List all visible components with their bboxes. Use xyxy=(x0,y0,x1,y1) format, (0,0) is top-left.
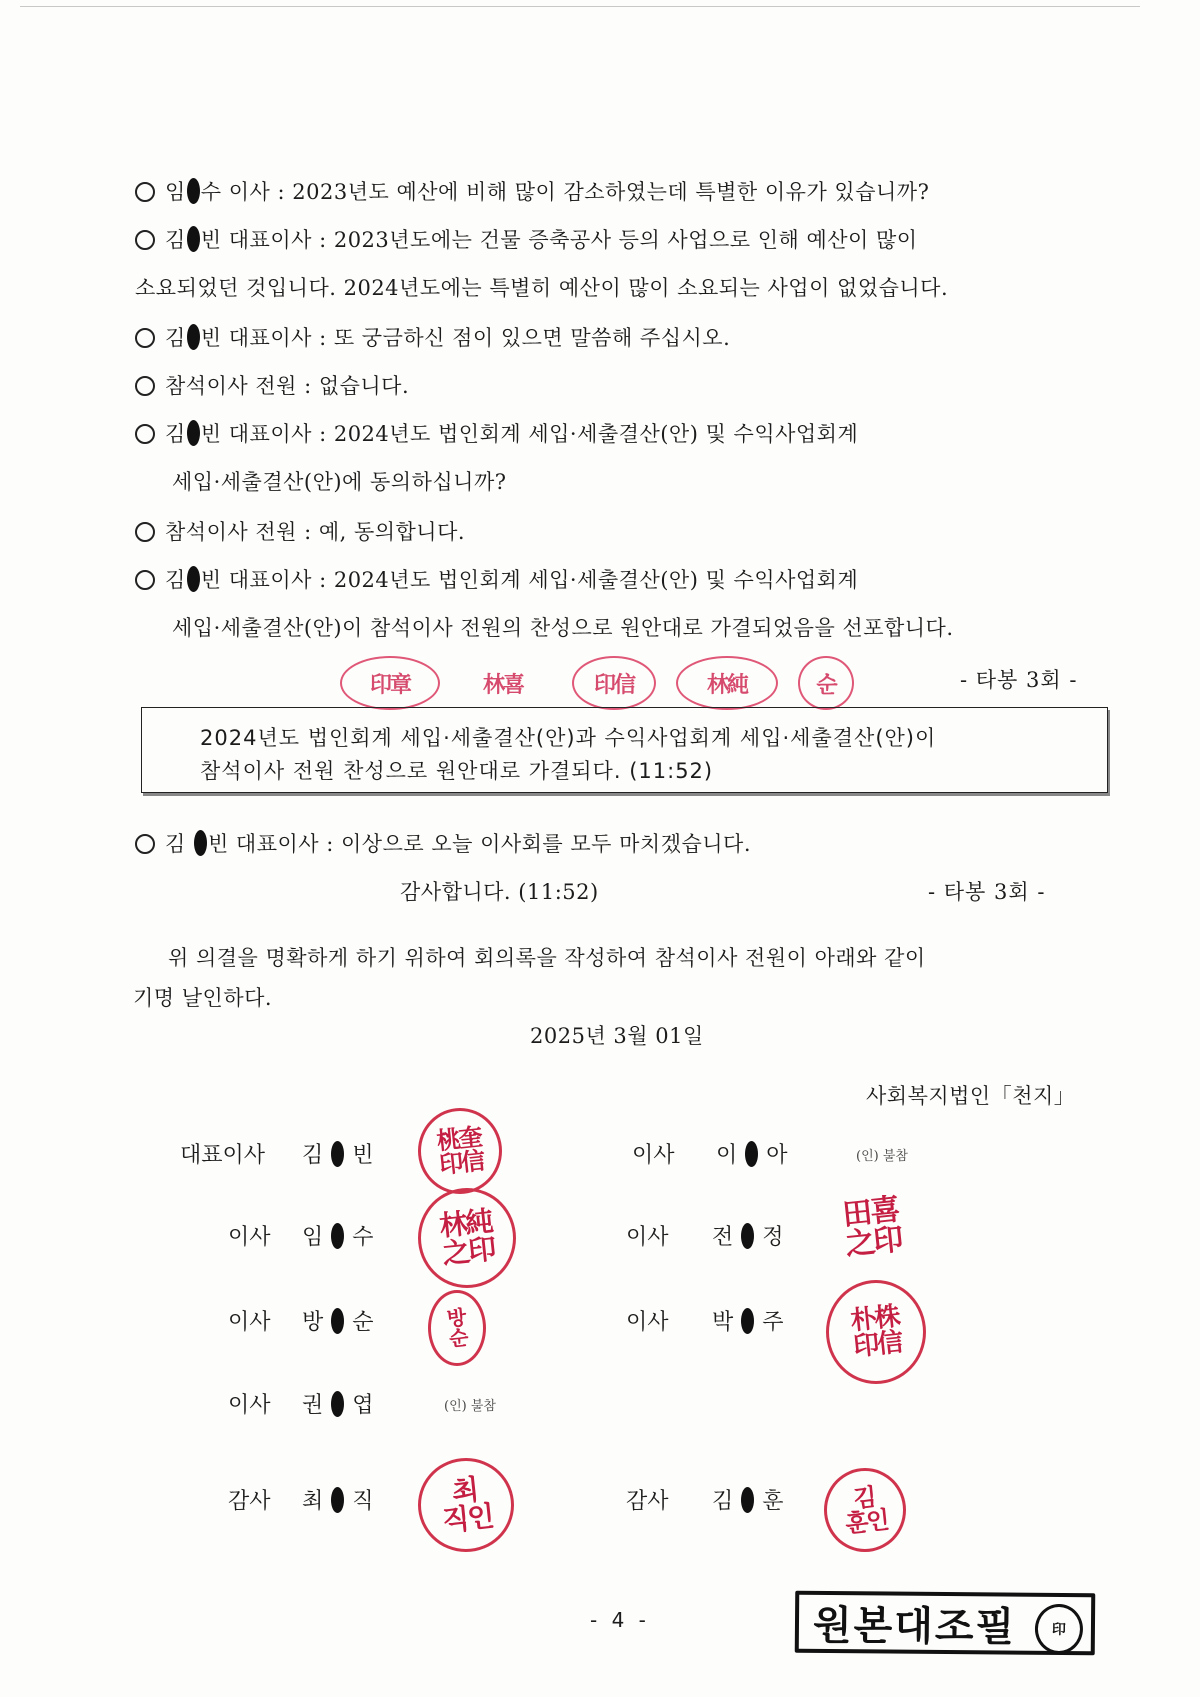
circle-bullet-icon xyxy=(135,522,155,542)
personal-seal: 林純 之印 xyxy=(418,1188,516,1288)
personal-seal: 최 직인 xyxy=(418,1458,514,1552)
signatory-name: 최 직 xyxy=(302,1489,374,1514)
signatory-role: 대표이사 xyxy=(180,1143,266,1168)
signatory-role: 이사 xyxy=(626,1225,669,1250)
minutes-line-2-cont: 소요되었던 것입니다. 2024년도에는 특별히 예산이 많이 소요되는 사업이 없었습니다. xyxy=(135,276,949,300)
signatory-role: 이사 xyxy=(228,1310,271,1335)
circle-bullet-icon xyxy=(135,424,155,444)
signatory-name: 박 주 xyxy=(712,1310,784,1335)
redaction-mark xyxy=(187,566,200,592)
closing-line-2: 기명 날인하다. xyxy=(133,986,273,1010)
absent-note: (인) 불참 xyxy=(856,1149,908,1164)
director-seals-row xyxy=(340,656,860,714)
redaction-mark xyxy=(331,1223,344,1249)
closing-line-1: 위 의결을 명확하게 하기 위하여 회의록을 작성하여 참석이사 전원이 아래와 같이 xyxy=(168,946,926,970)
circle-bullet-icon xyxy=(135,834,155,854)
resolution-line-1: 2024년도 법인회계 세입·세출결산(안)과 수익사업회계 세입·세출결산(안)이 xyxy=(200,726,937,750)
organization-name: 사회복지법인「천지」 xyxy=(866,1084,1076,1108)
signatory-role: 이사 xyxy=(632,1143,675,1168)
minutes-line-3: 김 빈 대표이사 : 또 궁금하신 점이 있으면 말씀해 주십시오. xyxy=(135,322,730,352)
signatory-name: 방 순 xyxy=(302,1310,374,1335)
signatory-role: 이사 xyxy=(228,1225,271,1250)
redaction-mark xyxy=(331,1391,344,1417)
minutes-line-1: 임 수 이사 : 2023년도 예산에 비해 많이 감소하였는데 특별한 이유가 있습니까? xyxy=(135,176,929,206)
certified-copy-stamp xyxy=(795,1591,1096,1656)
minutes-line-6: 참석이사 전원 : 예, 동의합니다. xyxy=(135,516,465,546)
signatory-role: 감사 xyxy=(228,1489,271,1514)
signatory-name: 전 정 xyxy=(712,1225,784,1250)
personal-seal: 朴株 印信 xyxy=(826,1280,926,1384)
redaction-mark xyxy=(741,1308,754,1334)
minutes-line-2: 김 빈 대표이사 : 2023년도에는 건물 증축공사 등의 사업으로 인해 예산이 많이 xyxy=(135,224,918,254)
redaction-mark xyxy=(741,1223,754,1249)
signatory-role: 이사 xyxy=(626,1310,669,1335)
minutes-line-4: 참석이사 전원 : 없습니다. xyxy=(135,370,409,400)
page-number: - 4 - xyxy=(590,1608,650,1632)
absent-note: (인) 불참 xyxy=(444,1399,496,1414)
circle-bullet-icon xyxy=(135,570,155,590)
minutes-line-7: 김 빈 대표이사 : 2024년도 법인회계 세입·세출결산(안) 및 수익사업회계 xyxy=(135,564,858,594)
redaction-mark xyxy=(331,1141,344,1167)
circle-bullet-icon xyxy=(135,328,155,348)
signatory-role: 이사 xyxy=(228,1393,271,1418)
redaction-mark xyxy=(331,1487,344,1513)
resolution-line-2: 참석이사 전원 찬성으로 원안대로 가결되다. (11:52) xyxy=(200,759,714,783)
scan-edge-line xyxy=(20,6,1140,7)
redaction-mark xyxy=(741,1487,754,1513)
redaction-mark xyxy=(187,226,200,252)
personal-seal: 방 순 xyxy=(428,1290,486,1366)
redaction-mark xyxy=(745,1141,758,1167)
minutes-line-5: 김 빈 대표이사 : 2024년도 법인회계 세입·세출결산(안) 및 수익사업회계 xyxy=(135,418,858,448)
redaction-mark xyxy=(187,178,200,204)
signatory-name: 임 수 xyxy=(302,1225,374,1250)
redaction-mark xyxy=(194,830,207,856)
redaction-mark xyxy=(331,1308,344,1334)
stamp-seal-icon: 印 xyxy=(1035,1604,1083,1654)
gavel-note: - 타봉 3회 - xyxy=(960,668,1078,692)
circle-bullet-icon xyxy=(135,182,155,202)
minutes-line-8-cont: 감사합니다. (11:52) xyxy=(400,880,599,904)
minutes-line-7-cont: 세입·세출결산(안)이 참석이사 전원의 찬성으로 원안대로 가결되었음을 선포합니다. xyxy=(172,616,954,640)
minutes-line-5-cont: 세입·세출결산(안)에 동의하십니까? xyxy=(172,470,507,494)
circle-bullet-icon xyxy=(135,376,155,396)
signatory-name: 권 엽 xyxy=(302,1393,374,1418)
redaction-mark xyxy=(187,420,200,446)
seal-mark: 印章 xyxy=(340,656,440,710)
circle-bullet-icon xyxy=(135,230,155,250)
signatory-name: 이 아 xyxy=(716,1143,788,1168)
seal-mark: 林喜 xyxy=(482,671,523,698)
document-date: 2025년 3월 01일 xyxy=(530,1024,704,1048)
seal-mark: 순 xyxy=(798,656,854,710)
resolution-box xyxy=(141,707,1108,793)
redaction-mark xyxy=(187,324,200,350)
personal-seal: 桃奎 印信 xyxy=(418,1108,502,1194)
seal-mark: 印信 xyxy=(572,656,656,710)
signatory-name: 김 빈 xyxy=(302,1143,374,1168)
signatory-name: 김 훈 xyxy=(712,1489,784,1514)
gavel-note: - 타봉 3회 - xyxy=(928,880,1046,904)
signatory-role: 감사 xyxy=(626,1489,669,1514)
stamp-text: 원본대조필 xyxy=(812,1602,1017,1651)
minutes-line-8: 김 빈 대표이사 : 이상으로 오늘 이사회를 모두 마치겠습니다. xyxy=(135,828,751,858)
personal-seal: 김 훈인 xyxy=(824,1468,906,1552)
personal-seal: 田喜 之印 xyxy=(840,1192,904,1263)
seal-mark: 林純 xyxy=(676,656,778,710)
